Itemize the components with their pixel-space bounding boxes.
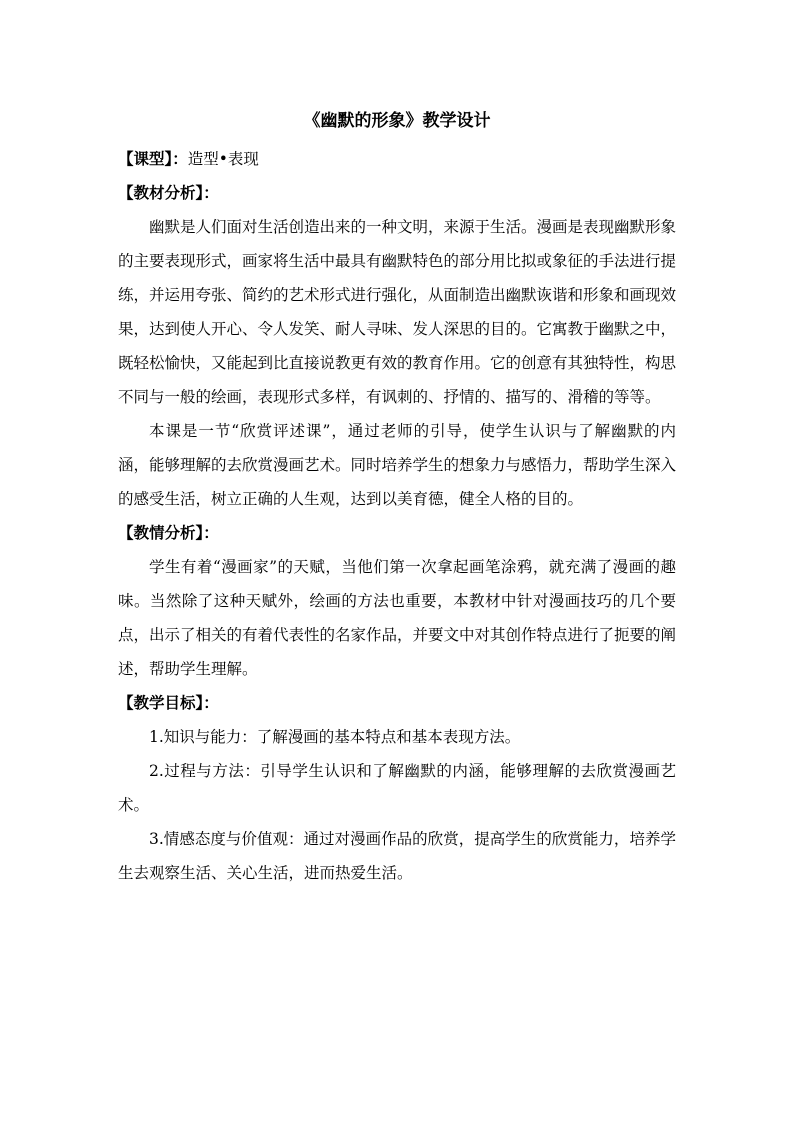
document-body: [118, 142, 676, 890]
material-analysis-heading: [118, 176, 676, 210]
teaching-goal-item: 1.知识与能力：了解漫画的基本特点和基本表现方法。: [149, 728, 521, 746]
material-analysis-paragraph: 本课是一节“欣赏评述课”，通过老师的引导，使学生认识与了解幽默的内涵，能够理解的去欣赏漫画艺术。同时培养学生的想象力与感悟力，帮助学生深入的感受生活，树立正确的人生观，达到以美育德，健全人格的目的。: [118, 422, 677, 508]
course-type-value: 造型•表现: [187, 150, 259, 168]
material-analysis-paragraph: 幽默是人们面对生活创造出来的一种文明，来源于生活。漫画是表现幽默形象的主要表现形式，画家将生活中最具有幽默特色的部分用比拟或象征的手法进行提练，并运用夸张、简约的艺术形式进行强化，从面制造出幽默诙谐和形象和画现效果，达到使人开心、令人发笑、耐人寻味、发人深思的目的。它寓教于幽默之中，既轻松愉快，又能起到比直接说教更有效的教育作用。它的创意有其独特性，构思不同与一般的绘画，表现形式多样，有讽刺的、抒情的、描写的、滑稽的等等。: [118, 218, 677, 406]
document-title: 《幽默的形象》教学设计: [303, 111, 491, 131]
teaching-goals-heading: [118, 686, 676, 720]
teaching-goals-label: 【教学目标】：: [118, 693, 219, 712]
teaching-goal-item: 2.过程与方法：引导学生认识和了解幽默的内涵，能够理解的去欣赏漫画艺术。: [118, 762, 676, 814]
material-analysis-label: 【教材分析】：: [118, 183, 219, 202]
course-type-label: 【课型】：: [118, 149, 188, 168]
learner-analysis-paragraph: 学生有着“漫画家”的天赋，当他们第一次拿起画笔涂鸦，就充满了漫画的趣味。当然除了这种天赋外，绘画的方法也重要，本教材中针对漫画技巧的几个要点，出示了相关的有着代表性的名家作品，并要文中对其创作特点进行了扼要的阐述，帮助学生理解。: [118, 558, 677, 678]
teaching-goal-item: 3.情感态度与价值观：通过对漫画作品的欣赏，提高学生的欣赏能力，培养学生去观察生活、关心生活，进而热爱生活。: [118, 830, 676, 882]
learner-analysis-heading: [118, 516, 676, 550]
learner-analysis-label: 【教情分析】：: [118, 523, 219, 542]
course-type-line: [118, 142, 676, 176]
